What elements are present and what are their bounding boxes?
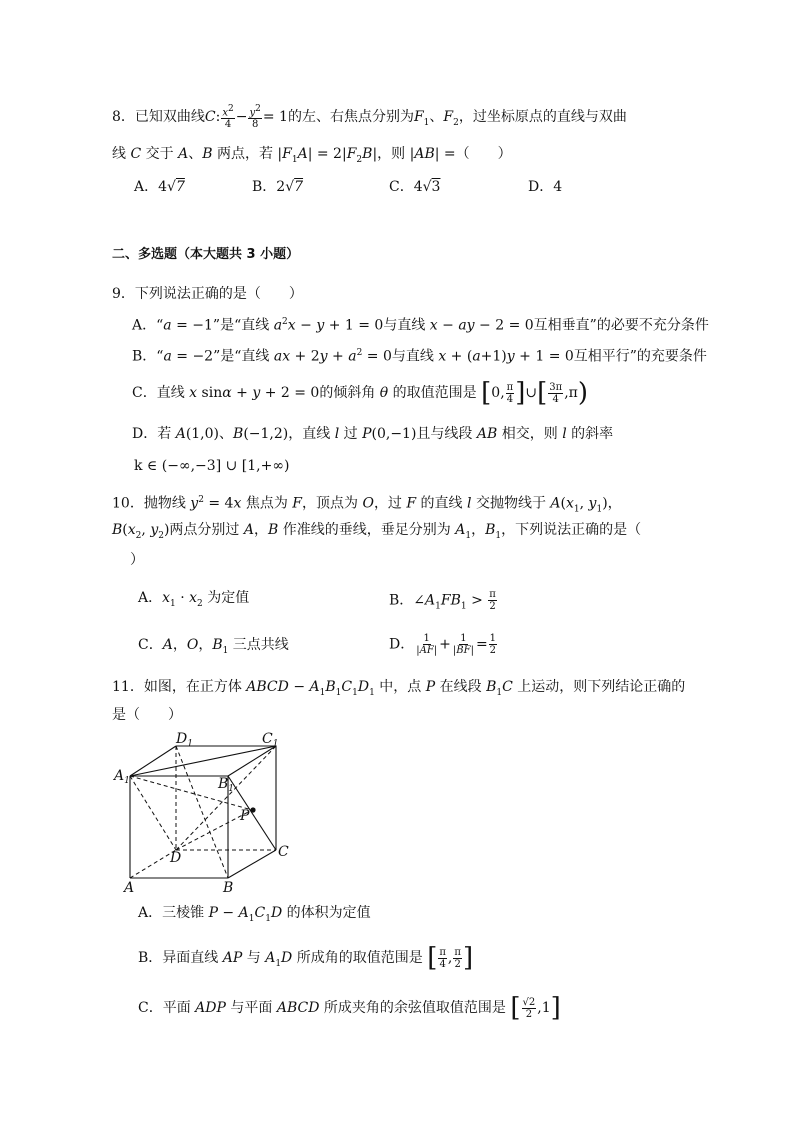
section-title: 二、多选题（本大题共 3 小题）	[112, 247, 300, 262]
q9-option-d[interactable]: D．若 A(1,0)、B(−1,2)，直线 l 过 P(0,−1)且与线段 AB 相交，则 l 的斜率	[132, 426, 614, 442]
q10-option-d[interactable]: D． $\frac{1}{|AF|}$ + $\frac{1}{|BF|}$ = $\frac{1}{2}$	[389, 633, 497, 656]
diag-D1B	[176, 746, 228, 878]
q10-stem-line2: $B(x_2$, $y_2$)两点分别过 A，B 作准线的垂线，垂足分别为 $A_1$，$B_1$，下列说法正确的是（	[112, 522, 642, 541]
q8-option-d[interactable]: D．4	[528, 179, 563, 195]
q8-stem-line1: 8．已知双曲线C: $\frac{x^2}{4}$ − $\frac{y^2}{8}$ = 1的左、右焦点分别为$F_1$、$F_2$，过坐标原点的直线与双曲	[112, 104, 627, 131]
q11-option-a[interactable]: A．三棱锥 $P - A_1C_1D$ 的体积为定值	[138, 905, 371, 924]
q11-option-b[interactable]: B．异面直线 AP 与 $A_1D$ 所成角的取值范围是 [ $\frac{\pi}{4}$ , $\frac{\pi}{2}$ ]	[138, 943, 474, 973]
q10-option-b[interactable]: B．$\angle A_1FB_1$ > $\frac{\pi}{2}$	[389, 589, 496, 612]
q8-option-c[interactable]: C．4√3	[389, 179, 441, 195]
q10-stem-line3: ）	[130, 552, 144, 568]
q9-option-d-cont: k ∈ (−∞,−3] ∪ [1,+∞)	[134, 458, 290, 474]
label-D1: $D_1$	[176, 731, 193, 749]
cube-figure	[110, 728, 310, 896]
q9-option-a[interactable]: A．“a = −1”是“直线 $a^2x - y + 1 = 0$与直线 x − ay − 2 = 0互相垂直”的必要不充分条件	[132, 317, 709, 334]
q11-option-c[interactable]: C．平面 ADP 与平面 ABCD 所成夹角的余弦值取值范围是 [ $\frac{√2}{2}$ ,1]	[138, 993, 561, 1023]
q10-option-c[interactable]: C．A，O，$B_1$ 三点共线	[138, 637, 289, 656]
point-P	[250, 807, 255, 812]
q9-option-b[interactable]: B．“a = −2”是“直线 ax + $2y + a^2 = 0$与直线 x + (a+1)y + 1 = 0互相平行”的充要条件	[132, 348, 707, 365]
q8-option-a[interactable]: A．4√7	[134, 179, 185, 195]
label-B: B	[223, 880, 234, 896]
diag-B1C	[228, 776, 276, 850]
label-P: P	[240, 808, 250, 824]
label-C1: $C_1$	[262, 731, 279, 749]
q11-stem-line1: 11．如图，在正方体 ABCD − $A_1B_1C_1D_1$ 中，点 P 在线段 $B_1C$ 上运动，则下列结论正确的	[112, 679, 686, 698]
q8-frac-y: $\frac{y^2}{8}$	[249, 104, 261, 131]
q11-stem-line2: 是（ ）	[112, 707, 182, 723]
diag-A1D	[130, 776, 176, 850]
q8-prefix: 8．已知双曲线	[112, 109, 205, 126]
q9-stem: 9．下列说法正确的是（ ）	[112, 286, 303, 302]
q9-option-c[interactable]: C．直线 x sinα + y + 2 = 0的倾斜角 θ 的取值范围是 [0, $\frac{\pi}{4}$ ]∪[ $\frac{3\pi}{4}$ ,π)	[132, 378, 589, 408]
q8-frac-x: $\frac{x^2}{4}$	[222, 104, 234, 131]
cube-diagram	[110, 728, 310, 896]
q10-option-a[interactable]: A．$x_1 \cdot x_2$ 为定值	[138, 590, 250, 609]
label-B1: $B_1$	[218, 776, 235, 794]
edge-BC	[228, 850, 276, 878]
label-D: D	[170, 850, 182, 866]
q10-stem-line1: 10．抛物线 $y^2 = 4x$ 焦点为 F，顶点为 O，过 F 的直线 l 交抛物线于 $A(x_1$, $y_1$)，	[112, 495, 622, 515]
q8-stem-line2: 线 C 交于 A、B 两点，若 $|F_1A| = 2|F_2B|$，则 |AB| =（ ）	[112, 146, 512, 165]
diag-A1C1	[130, 746, 276, 776]
label-A1: $A_1$	[114, 768, 130, 786]
q8-option-b[interactable]: B．2√7	[252, 179, 304, 195]
diag-DC1	[176, 746, 276, 850]
label-C: C	[278, 844, 289, 860]
label-A: A	[124, 880, 135, 896]
